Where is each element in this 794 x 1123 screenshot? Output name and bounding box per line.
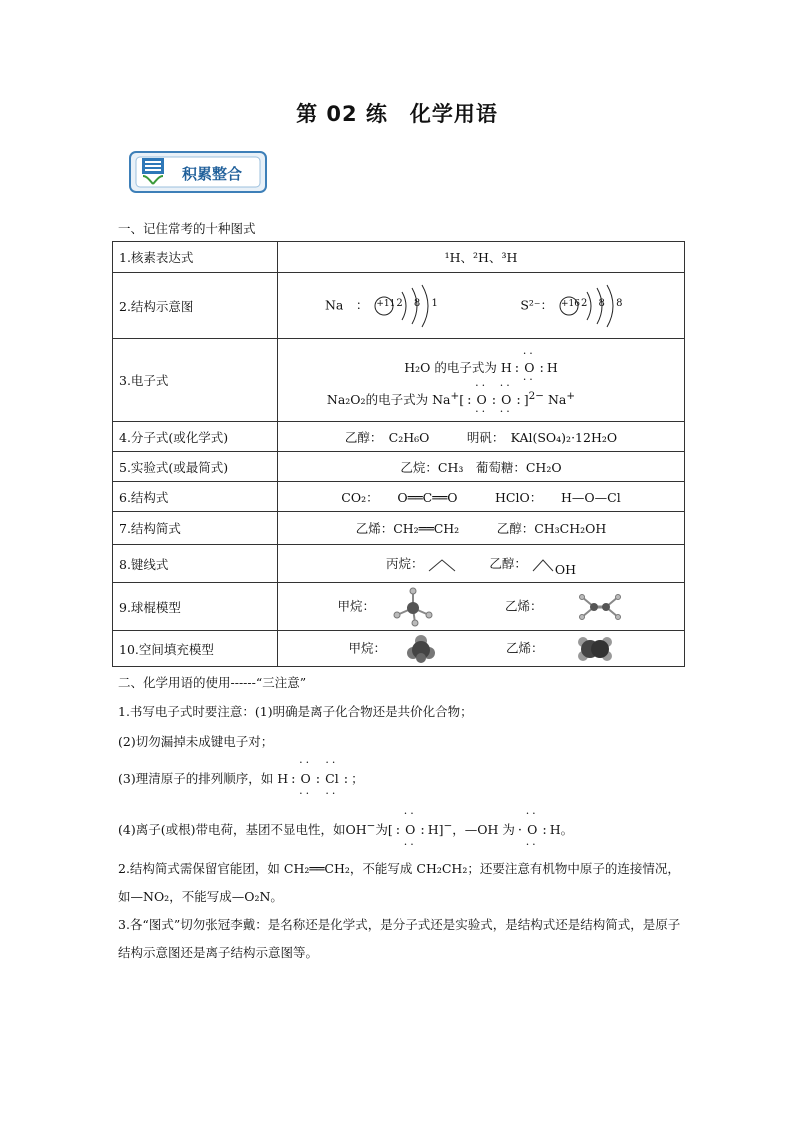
note-4-mid: ，—OH 为 [452, 822, 515, 838]
table-row [113, 545, 685, 583]
table-row [113, 631, 685, 667]
oh-ion-electron-formula: OH−为[ : ·· O ·· : H]− [345, 807, 453, 852]
row-content: ¹H、²H、³H [278, 242, 685, 273]
propane-skeletal-icon [427, 557, 457, 573]
ethylene-space-filling-icon [577, 634, 613, 664]
row-content: 乙醇： C₂H₆O 明矾： KAl(SO₄)₂·12H₂O [278, 422, 685, 452]
note-1: 1.书写电子式时要注意：(1)明确是离子化合物还是共价化合物； [118, 704, 473, 719]
section-heading-1: 一、记住常考的十种图式 [118, 221, 256, 236]
row-content [278, 273, 685, 339]
row-content [278, 631, 685, 667]
h2o-electron-formula: H : ·· O ·· : H [500, 346, 558, 386]
section-heading-2: 二、化学用语的使用------“三注意” [118, 675, 307, 690]
row-content: CO₂： O══C══O HClO： H—O—Cl [278, 482, 685, 512]
na-nucleus: +11 [376, 298, 396, 309]
propane-label: 丙烷： [385, 556, 424, 572]
na2o2-electron-formula: Na+[ : ·· O ·· : ·· O ·· : ]$^{2-}$ Na+ [432, 379, 576, 419]
row-content [278, 583, 685, 631]
note-6: 3.各“图式”切勿张冠李戴：是名称还是化学式，是分子式还是实验式，是结构式还是结构简式，是原子结构示意图还是离子结构示意图等。 [118, 917, 681, 960]
methane-label: 甲烷： [337, 598, 376, 613]
row-content [278, 545, 685, 583]
table-row [113, 583, 685, 631]
methane-label: 甲烷： [348, 640, 387, 655]
s-shells: 2 8 8 [581, 297, 627, 309]
row-label: 2.结构示意图 [113, 273, 278, 339]
table-row [113, 242, 685, 273]
note-4-text: (4)离子(或根)带电荷，基团不显电性，如 [118, 822, 346, 838]
row-label: 10.空间填充模型 [113, 631, 278, 667]
table-row [113, 422, 685, 452]
ethylene-ball-stick-icon [576, 591, 624, 623]
row-label: 3.电子式 [113, 339, 278, 422]
na-label: Na ： [324, 297, 369, 312]
note-4 [118, 807, 688, 852]
table-row [113, 339, 685, 422]
row-label: 5.实验式(或最简式) [113, 452, 278, 482]
methane-space-filling-icon [404, 634, 438, 664]
note-2: (2)切勿漏掉未成键电子对； [118, 734, 274, 749]
na2o2-prefix: Na₂O₂的电子式为 [326, 392, 429, 408]
ethanol-label: 乙醇： [489, 556, 527, 572]
h-o-cl-electron-formula: H : ·· O ·· : ·· Cl ·· : ； [277, 756, 364, 800]
na-shells: 2 8 1 [396, 297, 442, 309]
table-row [113, 512, 685, 545]
s-structure-diagram [557, 284, 637, 328]
table-row [113, 273, 685, 339]
page-title: 第 02 练 化学用语 [296, 102, 498, 126]
row-label: 9.球棍模型 [113, 583, 278, 631]
note-5: 2.结构简式需保留官能团，如 CH₂══CH₂，不能写成 CH₂CH₂；还要注意有机物中原子的连接情况，如—NO₂，不能写成—O₂N。 [118, 861, 680, 904]
badge-label: 积累整合 [182, 165, 243, 183]
oh-group-electron-formula: · ·· O ·· : H。 [517, 807, 574, 852]
note-3 [118, 756, 688, 800]
row-content: 乙烯：CH₂══CH₂ 乙醇：CH₃CH₂OH [278, 512, 685, 545]
diagram-table [112, 241, 685, 667]
row-content [278, 339, 685, 422]
row-label: 4.分子式(或化学式) [113, 422, 278, 452]
s-label: S²⁻： [520, 297, 554, 312]
oh-label: OH [554, 562, 577, 578]
row-label: 7.结构简式 [113, 512, 278, 545]
row-content: 乙烷：CH₃ 葡萄糖：CH₂O [278, 452, 685, 482]
section-badge [128, 148, 270, 196]
row-label: 1.核素表达式 [113, 242, 278, 273]
note-3-text: (3)理清原子的排列顺序，如 [118, 771, 274, 786]
s-nucleus: +16 [561, 298, 580, 309]
row-label: 8.键线式 [113, 545, 278, 583]
row-label: 6.结构式 [113, 482, 278, 512]
h2o-prefix: H₂O 的电子式为 [404, 359, 497, 375]
methane-ball-stick-icon [389, 587, 437, 627]
table-row [113, 452, 685, 482]
table-row [113, 482, 685, 512]
ethylene-label: 乙烯： [505, 640, 544, 655]
na-structure-diagram [372, 284, 452, 328]
ethanol-skeletal-icon [531, 557, 555, 573]
ethylene-label: 乙烯： [504, 598, 543, 613]
